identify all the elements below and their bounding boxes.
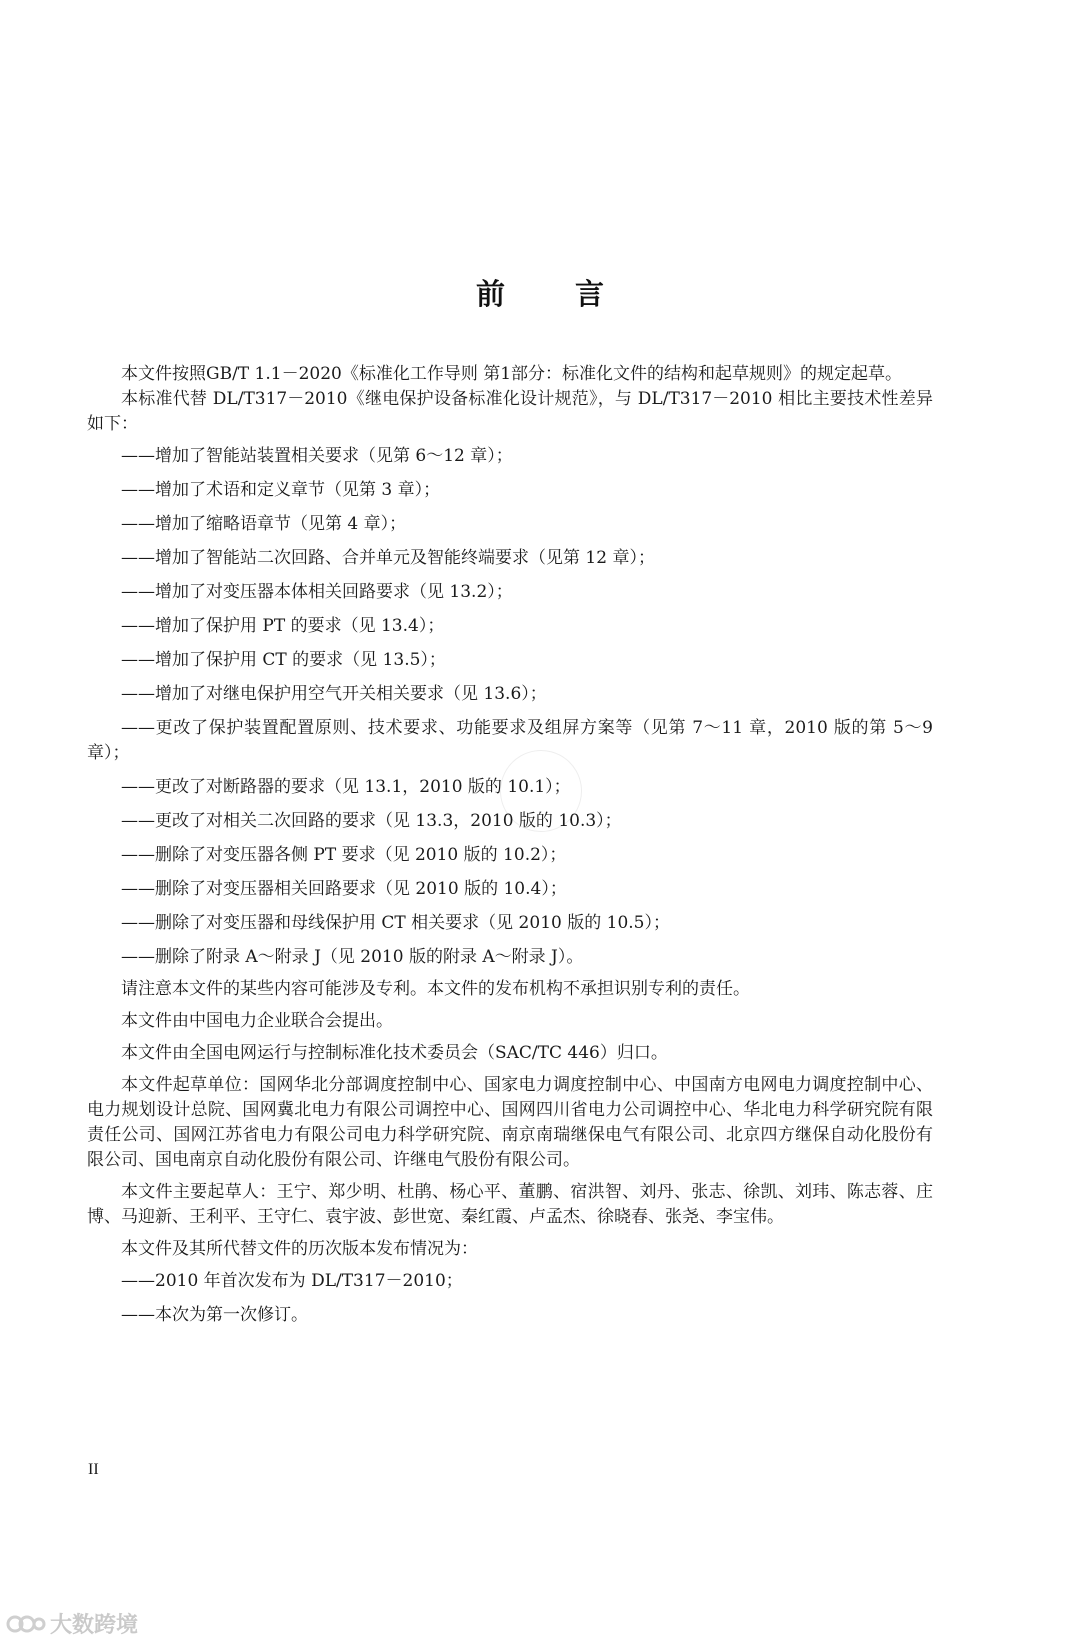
list-item: ——增加了术语和定义章节（见第 3 章）； (121, 480, 441, 500)
list-item: ——增加了保护用 PT 的要求（见 13.4）； (121, 616, 445, 636)
document-body (87, 362, 933, 1328)
list-item: ——增加了智能站装置相关要求（见第 6～12 章）； (121, 446, 513, 466)
list-item: ——增加了智能站二次回路、合并单元及智能终端要求（见第 12 章）； (121, 548, 655, 568)
list-item: ——更改了对断路器的要求（见 13.1，2010 版的 10.1）； (121, 777, 571, 797)
page-title: 前 言 (475, 277, 635, 311)
drafting-units: 本文件起草单位：国网华北分部调度控制中心、国家电力调度控制中心、中国南方电网电力调度控制中心、电力规划设计总院、国网冀北电力有限公司调控中心、国网四川省电力公司调控中心、华北电力科学研究院有限责任公司、国网江苏省电力有限公司电力科学研究院、南京南瑞继保电气有限公司、北京四方继保自动化股份有限公司、国电南京自动化股份有限公司、许继电气股份有限公司。 (87, 1075, 933, 1170)
list-item: ——删除了附录 A～附录 J（见 2010 版的附录 A～附录 J）。 (121, 947, 584, 967)
intro-paragraph-1: 本文件按照GB/T 1.1－2020《标准化工作导则 第1部分：标准化文件的结构和起草规则》的规定起草。 (121, 364, 903, 384)
watermark (6, 1608, 138, 1639)
committee-note: 本文件由全国电网运行与控制标准化技术委员会（SAC/TC 446）归口。 (121, 1043, 668, 1063)
list-item: ——更改了对相关二次回路的要求（见 13.3，2010 版的 10.3）； (121, 811, 622, 831)
history-list (87, 1269, 933, 1328)
list-item: ——删除了对变压器各侧 PT 要求（见 2010 版的 10.2）； (121, 845, 567, 865)
patent-notice: 请注意本文件的某些内容可能涉及专利。本文件的发布机构不承担识别专利的责任。 (121, 979, 750, 999)
history-intro: 本文件及其所代替文件的历次版本发布情况为： (121, 1239, 478, 1259)
list-item: ——增加了保护用 CT 的要求（见 13.5）； (121, 650, 446, 670)
list-item: ——增加了对继电保护用空气开关相关要求（见 13.6）； (121, 684, 547, 704)
drafters: 本文件主要起草人：王宁、郑少明、杜鹃、杨心平、董鹏、宿洪智、刘丹、张志、徐凯、刘玮、陈志蓉、庄博、马迎新、王利平、王守仁、袁宇波、彭世宽、秦红霞、卢孟杰、徐晓春、张尧、李宝伟。 (87, 1182, 933, 1227)
changes-list (87, 444, 933, 970)
intro-paragraph-2: 本标准代替 DL/T317－2010《继电保护设备标准化设计规范》，与 DL/T317－2010 相比主要技术性差异如下： (87, 389, 933, 434)
proposer-note: 本文件由中国电力企业联合会提出。 (121, 1011, 393, 1031)
page-number: II (88, 1461, 99, 1478)
list-item: ——更改了保护装置配置原则、技术要求、功能要求及组屏方案等（见第 7～11 章，2010 版的第 5～9 章）； (87, 718, 933, 763)
list-item: ——2010 年首次发布为 DL/T317－2010； (121, 1271, 463, 1291)
list-item: ——增加了对变压器本体相关回路要求（见 13.2）； (121, 582, 513, 602)
list-item: ——删除了对变压器和母线保护用 CT 相关要求（见 2010 版的 10.5）； (121, 913, 670, 933)
list-item: ——增加了缩略语章节（见第 4 章）； (121, 514, 407, 534)
list-item: ——本次为第一次修订。 (121, 1305, 308, 1325)
watermark-text: 大数跨境 (50, 1613, 139, 1638)
list-item: ——删除了对变压器相关回路要求（见 2010 版的 10.4）； (121, 879, 567, 899)
watermark-logo-icon (6, 1611, 46, 1637)
